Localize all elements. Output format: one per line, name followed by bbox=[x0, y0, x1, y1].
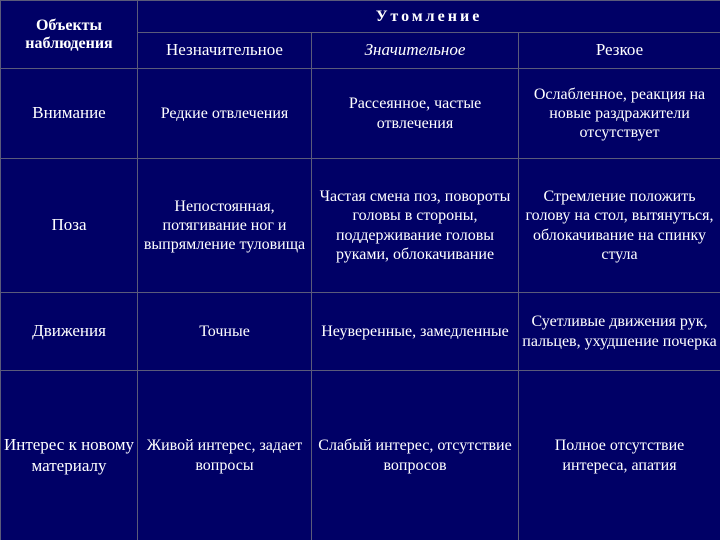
cell-attention-significant: Рассеянное, частые отвлечения bbox=[312, 69, 519, 159]
table-row bbox=[1, 69, 720, 159]
cell-movements-severe: Суетливые движения рук, пальцев, ухудшение почерка bbox=[519, 293, 720, 371]
cell-posture-minor: Непостоянная, потягивание ног и выпрямление туловища bbox=[138, 159, 312, 293]
table-row bbox=[1, 159, 720, 293]
cell-posture-significant: Частая смена поз, повороты головы в стороны, поддерживание головы руками, облокачивание bbox=[312, 159, 519, 293]
row-label-interest: Интерес к новому материалу bbox=[1, 371, 138, 540]
row-label-movements: Движения bbox=[1, 293, 138, 371]
cell-posture-severe: Стремление положить голову на стол, вытянуться, облокачивание на спинку стула bbox=[519, 159, 720, 293]
header-fatigue: Утомление bbox=[138, 1, 720, 33]
cell-attention-severe: Ослабленное, реакция на новые раздражители отсутствует bbox=[519, 69, 720, 159]
row-label-posture: Поза bbox=[1, 159, 138, 293]
header-level-significant: Значительное bbox=[312, 33, 519, 69]
cell-movements-significant: Неуверенные, замедленные bbox=[312, 293, 519, 371]
table-row bbox=[1, 293, 720, 371]
cell-movements-minor: Точные bbox=[138, 293, 312, 371]
header-objects: Объекты наблюдения bbox=[1, 1, 138, 69]
row-label-attention: Внимание bbox=[1, 69, 138, 159]
table-row bbox=[1, 371, 720, 540]
table-header-row bbox=[1, 1, 720, 33]
cell-interest-significant: Слабый интерес, отсутствие вопросов bbox=[312, 371, 519, 540]
header-level-severe: Резкое bbox=[519, 33, 720, 69]
cell-attention-minor: Редкие отвлечения bbox=[138, 69, 312, 159]
cell-interest-severe: Полное отсутствие интереса, апатия bbox=[519, 371, 720, 540]
cell-interest-minor: Живой интерес, задает вопросы bbox=[138, 371, 312, 540]
header-level-minor: Незначительное bbox=[138, 33, 312, 69]
